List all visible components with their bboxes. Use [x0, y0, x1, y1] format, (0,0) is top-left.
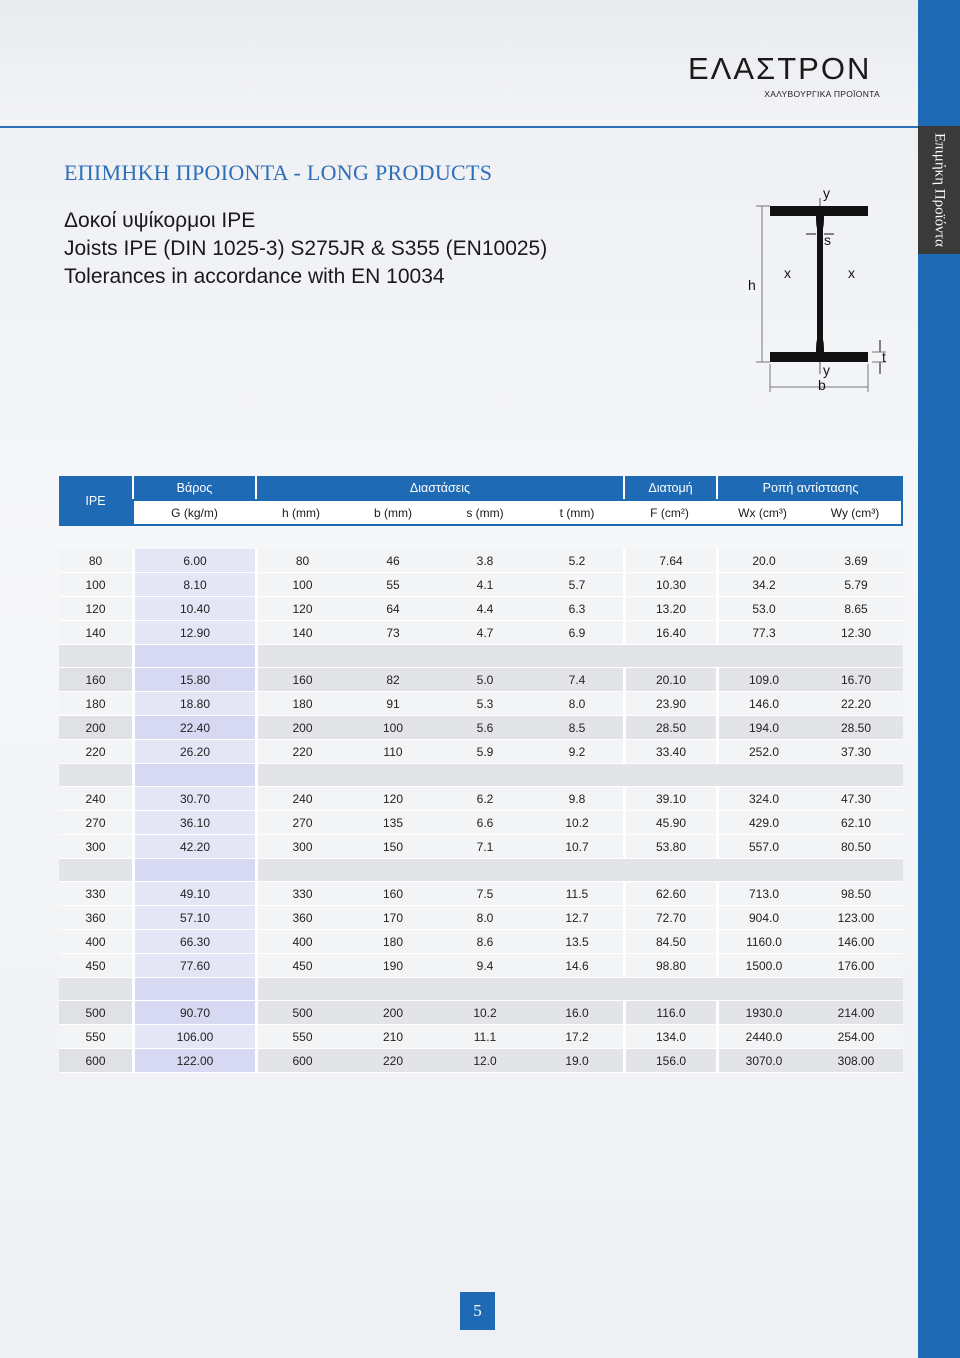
- group-separator: [59, 859, 903, 882]
- label-t: t: [882, 349, 886, 365]
- table-cell: 12.7: [531, 906, 623, 930]
- table-cell: 26.20: [132, 740, 255, 764]
- table-cell: 77.60: [132, 954, 255, 978]
- col-header: h (mm): [255, 499, 347, 526]
- table-cell: 3.8: [439, 549, 531, 573]
- table-cell: 16.40: [623, 621, 716, 645]
- table-cell: 8.0: [531, 692, 623, 716]
- table-cell: 42.20: [132, 835, 255, 859]
- table-cell: 214.00: [809, 1001, 903, 1025]
- table-cell: 90.70: [132, 1001, 255, 1025]
- table-cell: 5.6: [439, 716, 531, 740]
- table-cell: 150: [347, 835, 439, 859]
- table-cell: 13.20: [623, 597, 716, 621]
- header-section: Διατομή: [623, 476, 716, 499]
- subtitle-line: Joists IPE (DIN 1025-3) S275JR & S355 (EN10025): [64, 237, 548, 260]
- table-cell: 8.65: [809, 597, 903, 621]
- table-cell: 39.10: [623, 787, 716, 811]
- col-header: Wy (cm³): [809, 499, 903, 526]
- table-row: [59, 573, 903, 597]
- table-cell: 19.0: [531, 1049, 623, 1073]
- table-cell: 12.30: [809, 621, 903, 645]
- brand-name: ΕΛΑΣΤΡΟΝ: [688, 51, 872, 86]
- table-cell: 80: [255, 549, 347, 573]
- table-cell: 4.7: [439, 621, 531, 645]
- table-cell: 180: [255, 692, 347, 716]
- table-cell: 6.6: [439, 811, 531, 835]
- table-cell: 1930.0: [716, 1001, 809, 1025]
- table-cell: 110: [347, 740, 439, 764]
- table-cell: 200: [347, 1001, 439, 1025]
- table-cell: 270: [255, 811, 347, 835]
- table-cell: 5.0: [439, 668, 531, 692]
- table-cell: 180: [347, 930, 439, 954]
- table-cell: 220: [255, 740, 347, 764]
- table-cell: 450: [59, 954, 132, 978]
- table-cell: 8.10: [132, 573, 255, 597]
- table-cell: 120: [59, 597, 132, 621]
- table-cell: 5.3: [439, 692, 531, 716]
- table-row: [59, 882, 903, 906]
- table-cell: 34.2: [716, 573, 809, 597]
- table-cell: 6.9: [531, 621, 623, 645]
- table-cell: 146.00: [809, 930, 903, 954]
- table-row: [59, 668, 903, 692]
- table-cell: 500: [255, 1001, 347, 1025]
- subtitle-line: Δοκοί υψίκορμοι IPE: [64, 209, 256, 232]
- table-cell: 37.30: [809, 740, 903, 764]
- table-cell: 5.79: [809, 573, 903, 597]
- table-cell: 3070.0: [716, 1049, 809, 1073]
- web: [816, 216, 824, 352]
- table-cell: 1500.0: [716, 954, 809, 978]
- table-cell: 91: [347, 692, 439, 716]
- table-row: [59, 621, 903, 645]
- table-cell: 100: [59, 573, 132, 597]
- label-b: b: [818, 377, 826, 393]
- header-moment: Ροπή αντίστασης: [716, 476, 903, 499]
- table-cell: 160: [347, 882, 439, 906]
- brand-logo: [688, 52, 880, 99]
- table-cell: 6.3: [531, 597, 623, 621]
- table-cell: 140: [59, 621, 132, 645]
- table-cell: 18.80: [132, 692, 255, 716]
- table-cell: 140: [255, 621, 347, 645]
- table-cell: 220: [59, 740, 132, 764]
- col-header: F (cm²): [623, 499, 716, 526]
- table-row: [59, 1001, 903, 1025]
- table-cell: 2440.0: [716, 1025, 809, 1049]
- table-cell: 330: [59, 882, 132, 906]
- table-cell: 7.4: [531, 668, 623, 692]
- table-cell: 47.30: [809, 787, 903, 811]
- table-cell: 550: [59, 1025, 132, 1049]
- bottom-flange: [770, 352, 868, 362]
- table-cell: 6.00: [132, 549, 255, 573]
- table-cell: 84.50: [623, 930, 716, 954]
- group-separator: [59, 645, 903, 668]
- table-cell: 156.0: [623, 1049, 716, 1073]
- col-header: G (kg/m): [132, 499, 255, 526]
- table-cell: 9.4: [439, 954, 531, 978]
- table-cell: 73: [347, 621, 439, 645]
- subtitle-line: Tolerances in accordance with EN 10034: [64, 265, 445, 288]
- table-cell: 98.80: [623, 954, 716, 978]
- table-cell: 194.0: [716, 716, 809, 740]
- table-cell: 10.2: [439, 1001, 531, 1025]
- table-cell: 557.0: [716, 835, 809, 859]
- label-h: h: [748, 277, 756, 293]
- table-cell: 170: [347, 906, 439, 930]
- table-cell: 176.00: [809, 954, 903, 978]
- table-cell: 4.1: [439, 573, 531, 597]
- table-cell: 62.60: [623, 882, 716, 906]
- table-cell: 360: [59, 906, 132, 930]
- table-cell: 210: [347, 1025, 439, 1049]
- table-row: [59, 787, 903, 811]
- table-cell: 66.30: [132, 930, 255, 954]
- table-cell: 8.6: [439, 930, 531, 954]
- table-cell: 57.10: [132, 906, 255, 930]
- table-cell: 3.69: [809, 549, 903, 573]
- table-cell: 324.0: [716, 787, 809, 811]
- table-cell: 106.00: [132, 1025, 255, 1049]
- table-cell: 10.30: [623, 573, 716, 597]
- table-row: [59, 692, 903, 716]
- table-cell: 300: [255, 835, 347, 859]
- table-cell: 5.7: [531, 573, 623, 597]
- table-cell: 22.40: [132, 716, 255, 740]
- table-cell: 22.20: [809, 692, 903, 716]
- table-cell: 82: [347, 668, 439, 692]
- table-cell: 100: [347, 716, 439, 740]
- table-cell: 429.0: [716, 811, 809, 835]
- table-cell: 80.50: [809, 835, 903, 859]
- table-row: [59, 954, 903, 978]
- table-cell: 62.10: [809, 811, 903, 835]
- subtitle-block: [64, 207, 547, 291]
- table-cell: 146.0: [716, 692, 809, 716]
- table-cell: 270: [59, 811, 132, 835]
- table-cell: 550: [255, 1025, 347, 1049]
- table-cell: 300: [59, 835, 132, 859]
- table-cell: 46: [347, 549, 439, 573]
- page-number: 5: [460, 1292, 495, 1330]
- table-cell: 200: [59, 716, 132, 740]
- table-cell: 123.00: [809, 906, 903, 930]
- table-cell: 400: [59, 930, 132, 954]
- table-cell: 252.0: [716, 740, 809, 764]
- table-cell: 5.9: [439, 740, 531, 764]
- label-y-top: y: [823, 185, 830, 201]
- table-cell: 330: [255, 882, 347, 906]
- table-cell: 190: [347, 954, 439, 978]
- table-cell: 20.0: [716, 549, 809, 573]
- table-cell: 33.40: [623, 740, 716, 764]
- table-cell: 9.8: [531, 787, 623, 811]
- table-cell: 160: [255, 668, 347, 692]
- table-cell: 64: [347, 597, 439, 621]
- table-cell: 9.2: [531, 740, 623, 764]
- table-cell: 17.2: [531, 1025, 623, 1049]
- table-cell: 600: [59, 1049, 132, 1073]
- table-cell: 11.5: [531, 882, 623, 906]
- table-row: [59, 549, 903, 573]
- label-x-right: x: [848, 265, 855, 281]
- table-cell: 500: [59, 1001, 132, 1025]
- table-cell: 36.10: [132, 811, 255, 835]
- table-row: [59, 930, 903, 954]
- table-cell: 400: [255, 930, 347, 954]
- label-y-bottom: y: [823, 362, 830, 378]
- table-cell: 120: [255, 597, 347, 621]
- ipe-profile-diagram: [740, 182, 910, 402]
- table-row: [59, 906, 903, 930]
- table-cell: 13.5: [531, 930, 623, 954]
- brand-tagline: ΧΑΛΥΒΟΥΡΓΙΚΑ ΠΡΟΪΟΝΤΑ: [764, 89, 880, 99]
- table-cell: 100: [255, 573, 347, 597]
- table-row: [59, 740, 903, 764]
- table-cell: 308.00: [809, 1049, 903, 1073]
- table-cell: 4.4: [439, 597, 531, 621]
- table-cell: 15.80: [132, 668, 255, 692]
- table-cell: 20.10: [623, 668, 716, 692]
- table-cell: 14.6: [531, 954, 623, 978]
- table-cell: 16.70: [809, 668, 903, 692]
- table-cell: 450: [255, 954, 347, 978]
- col-header: s (mm): [439, 499, 531, 526]
- table-cell: 80: [59, 549, 132, 573]
- col-header: Wx (cm³): [716, 499, 809, 526]
- table-cell: 109.0: [716, 668, 809, 692]
- table-cell: 12.90: [132, 621, 255, 645]
- table-cell: 200: [255, 716, 347, 740]
- table-row: [59, 835, 903, 859]
- table-cell: 713.0: [716, 882, 809, 906]
- header-weight: Βάρος: [132, 476, 255, 499]
- group-separator: [59, 978, 903, 1001]
- table-cell: 240: [255, 787, 347, 811]
- table-cell: 160: [59, 668, 132, 692]
- label-x-left: x: [784, 265, 791, 281]
- table-cell: 10.40: [132, 597, 255, 621]
- table-cell: 360: [255, 906, 347, 930]
- top-flange: [770, 206, 868, 216]
- table-cell: 30.70: [132, 787, 255, 811]
- label-s: s: [824, 232, 831, 248]
- table-row: [59, 716, 903, 740]
- table-cell: 8.0: [439, 906, 531, 930]
- table-cell: 77.3: [716, 621, 809, 645]
- table-cell: 5.2: [531, 549, 623, 573]
- section-title: ΕΠΙΜΗΚΗ ΠΡΟΙΟΝΤΑ - LONG PRODUCTS: [64, 160, 493, 185]
- table-cell: 16.0: [531, 1001, 623, 1025]
- table-cell: 7.1: [439, 835, 531, 859]
- group-separator: [59, 764, 903, 787]
- table-cell: 10.2: [531, 811, 623, 835]
- table-cell: 11.1: [439, 1025, 531, 1049]
- table-cell: 23.90: [623, 692, 716, 716]
- table-cell: 28.50: [809, 716, 903, 740]
- table-cell: 55: [347, 573, 439, 597]
- table-cell: 98.50: [809, 882, 903, 906]
- table-cell: 28.50: [623, 716, 716, 740]
- table-cell: 72.70: [623, 906, 716, 930]
- col-header: b (mm): [347, 499, 439, 526]
- table-cell: 254.00: [809, 1025, 903, 1049]
- ipe-data-table: [59, 476, 903, 1073]
- table-cell: 600: [255, 1049, 347, 1073]
- table-cell: 45.90: [623, 811, 716, 835]
- table-cell: 1160.0: [716, 930, 809, 954]
- table-cell: 180: [59, 692, 132, 716]
- table-cell: 49.10: [132, 882, 255, 906]
- table-cell: 122.00: [132, 1049, 255, 1073]
- header-ipe: IPE: [59, 476, 132, 526]
- table-row: [59, 1025, 903, 1049]
- table-row: [59, 811, 903, 835]
- table-cell: 8.5: [531, 716, 623, 740]
- table-cell: 120: [347, 787, 439, 811]
- table-cell: 7.5: [439, 882, 531, 906]
- table-cell: 53.80: [623, 835, 716, 859]
- table-cell: 240: [59, 787, 132, 811]
- table-row: [59, 1049, 903, 1073]
- table-cell: 135: [347, 811, 439, 835]
- table-cell: 904.0: [716, 906, 809, 930]
- table-cell: 53.0: [716, 597, 809, 621]
- table-cell: 6.2: [439, 787, 531, 811]
- table-cell: 134.0: [623, 1025, 716, 1049]
- table-row: [59, 597, 903, 621]
- side-bar-label: Επιμήκη Προϊόντα: [918, 126, 960, 254]
- col-header: t (mm): [531, 499, 623, 526]
- table-cell: 220: [347, 1049, 439, 1073]
- table-cell: 116.0: [623, 1001, 716, 1025]
- table-cell: 7.64: [623, 549, 716, 573]
- header-dimensions: Διαστάσεις: [255, 476, 623, 499]
- table-cell: 12.0: [439, 1049, 531, 1073]
- table-cell: 10.7: [531, 835, 623, 859]
